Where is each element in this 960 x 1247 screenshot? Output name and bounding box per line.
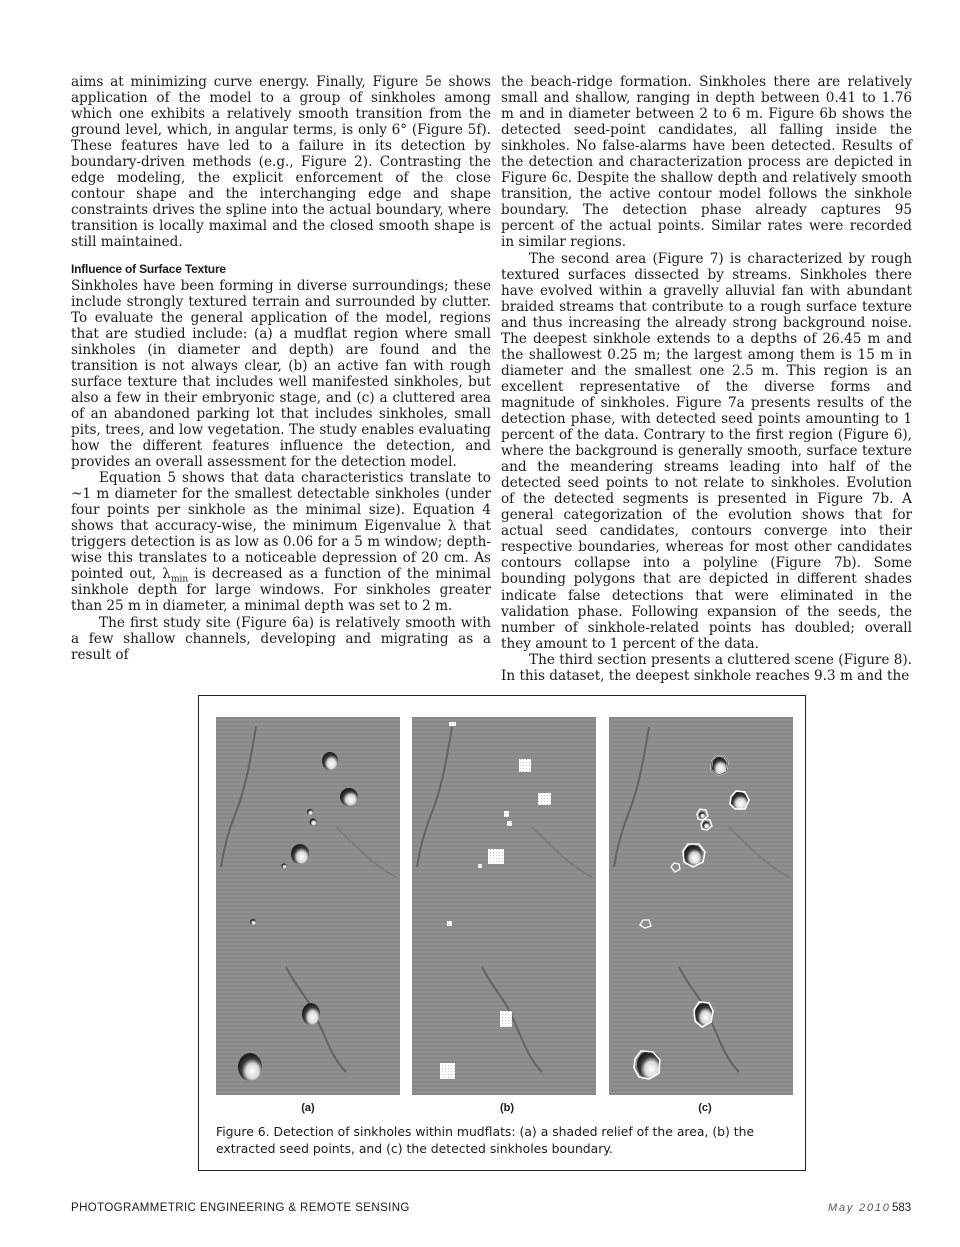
paragraph: aims at minimizing curve energy. Finally, Figure 5e shows application of the model to a group of sinkholes among which one exhibits a relatively smooth transition from the ground level, which, in angular terms, is only 6° (Figure 5f). These features have led to a failure in its detection by boundary-driven methods (e.g., Figure 2). Contrasting the edge modeling, the explicit enforcement of the close contour shape and the interchanging edge and shape constraints drives the spline into the actual boundary, where transition is locally maximal and the closed smooth shape is still maintained. (71, 74, 491, 251)
section-heading: Influence of Surface Texture (71, 261, 226, 276)
panel-a-shaded-relief (216, 717, 400, 1095)
figure-caption: Figure 6. Detection of sinkholes within mudflats: (a) a shaded relief of the area, (b) the extracted seed points, and (c) the detected sinkholes boundary. (216, 1124, 755, 1156)
journal-name: PHOTOGRAMMETRIC ENGINEERING & REMOTE SENSING (71, 1202, 410, 1214)
paragraph: The second area (Figure 7) is characterized by rough textured surfaces dissected by streams. Sinkholes there have evolved within a gravelly alluvial fan with abundant braided streams that contribute to a rough surface texture and thus increasing the already strong background noise. The deepest sinkhole extends to a depths of 26.45 m and the shallowest 0.25 m; the largest among them is 15 m in diameter and the smallest one 2.5 m. This region is an excellent representative of the diverse forms and magnitude of sinkholes. Figure 7a presents results of the detection phase, with detected seed points amounting to 1 percent of the data. Contrary to the first region (Figure 6), where the background is generally smooth, surface texture and the meandering streams leading into half of the detected seed points to not relate to sinkholes. Evolution of the detected segments is presented in Figure 7b. A general categorization of the evolution shows that for actual seed candidates, contours converge into their respective boundaries, whereas for most other candidates contours collapse into a polyline (Figure 7b). Some bounding polygons that are depicted in different shades indicate false detections that were eliminated in the validation phase. Following expansion of the seeds, the number of sinkhole-related points has doubled; overall they amount to 1 percent of the data. (501, 250, 912, 652)
paragraph: the beach-ridge formation. Sinkholes there are relatively small and shallow, ranging in depth between 0.41 to 1.76 m and in diameter between 2 to 6 m. Figure 6b shows the detected seed-point candidates, all falling inside the sinkholes. No false-alarms have been detected. Results of the detection and characterization process are depicted in Figure 6c. Despite the shallow depth and relatively smooth transition, the active contour model follows the sinkhole boundary. The detection phase already captures 95 percent of the actual points. Similar rates were recorded in similar regions. (501, 74, 912, 251)
left-column (71, 74, 491, 663)
lambda-subscript: min (170, 575, 189, 586)
paragraph: The third section presents a cluttered scene (Figure 8). In this dataset, the deepest sinkhole reaches 9.3 m and the (501, 651, 912, 684)
panel-label-c: (c) (698, 1102, 712, 1114)
right-column (501, 74, 912, 684)
panel-label-a: (a) (301, 1102, 315, 1114)
paragraph: The first study site (Figure 6a) is relatively smooth with a few shallow channels, developing and migrating as a result of (71, 614, 491, 663)
panel-label-b: (b) (499, 1102, 515, 1114)
issue-date: May 2010 (828, 1202, 891, 1214)
paragraph: Equation 5 shows that data characteristics translate to ~1 m diameter for the smallest detectable sinkholes (under four points per sinkhole as the minimal size). Equation 4 shows that accuracy-wise, the minimum Eigenvalue λ that triggers detection is as low as 0.06 for a 5 m window; depth-wise this translates to a noticeable depression of 20 cm. As pointed out, $\lambda_{min}$ is decreased as a function of the minimal sinkhole depth for large windows. For sinkholes greater than 25 m in diameter, a minimal depth was set to 2 m. (71, 470, 492, 615)
paragraph: Sinkholes have been forming in diverse surroundings; these include strongly textured terrain and surrounded by clutter. To evaluate the general application of the model, regions that are studied include: (a) a mudflat region where small sinkholes (in diameter and depth) are found and the transition is not always clear, (b) an active fan with rough surface texture that includes well manifested sinkholes, but also a few in their embryonic stage, and (c) a cluttered area of an abandoned parking lot that includes sinkholes, small pits, trees, and low vegetation. The study enables evaluating how the different features influence the detection, and provides an overall assessment for the detection model. (71, 277, 491, 471)
panel-b-seed-points (412, 717, 596, 1095)
figure-6 (198, 695, 806, 1171)
page-number: 583 (892, 1202, 912, 1214)
panel-c-detected-boundaries (609, 717, 793, 1095)
